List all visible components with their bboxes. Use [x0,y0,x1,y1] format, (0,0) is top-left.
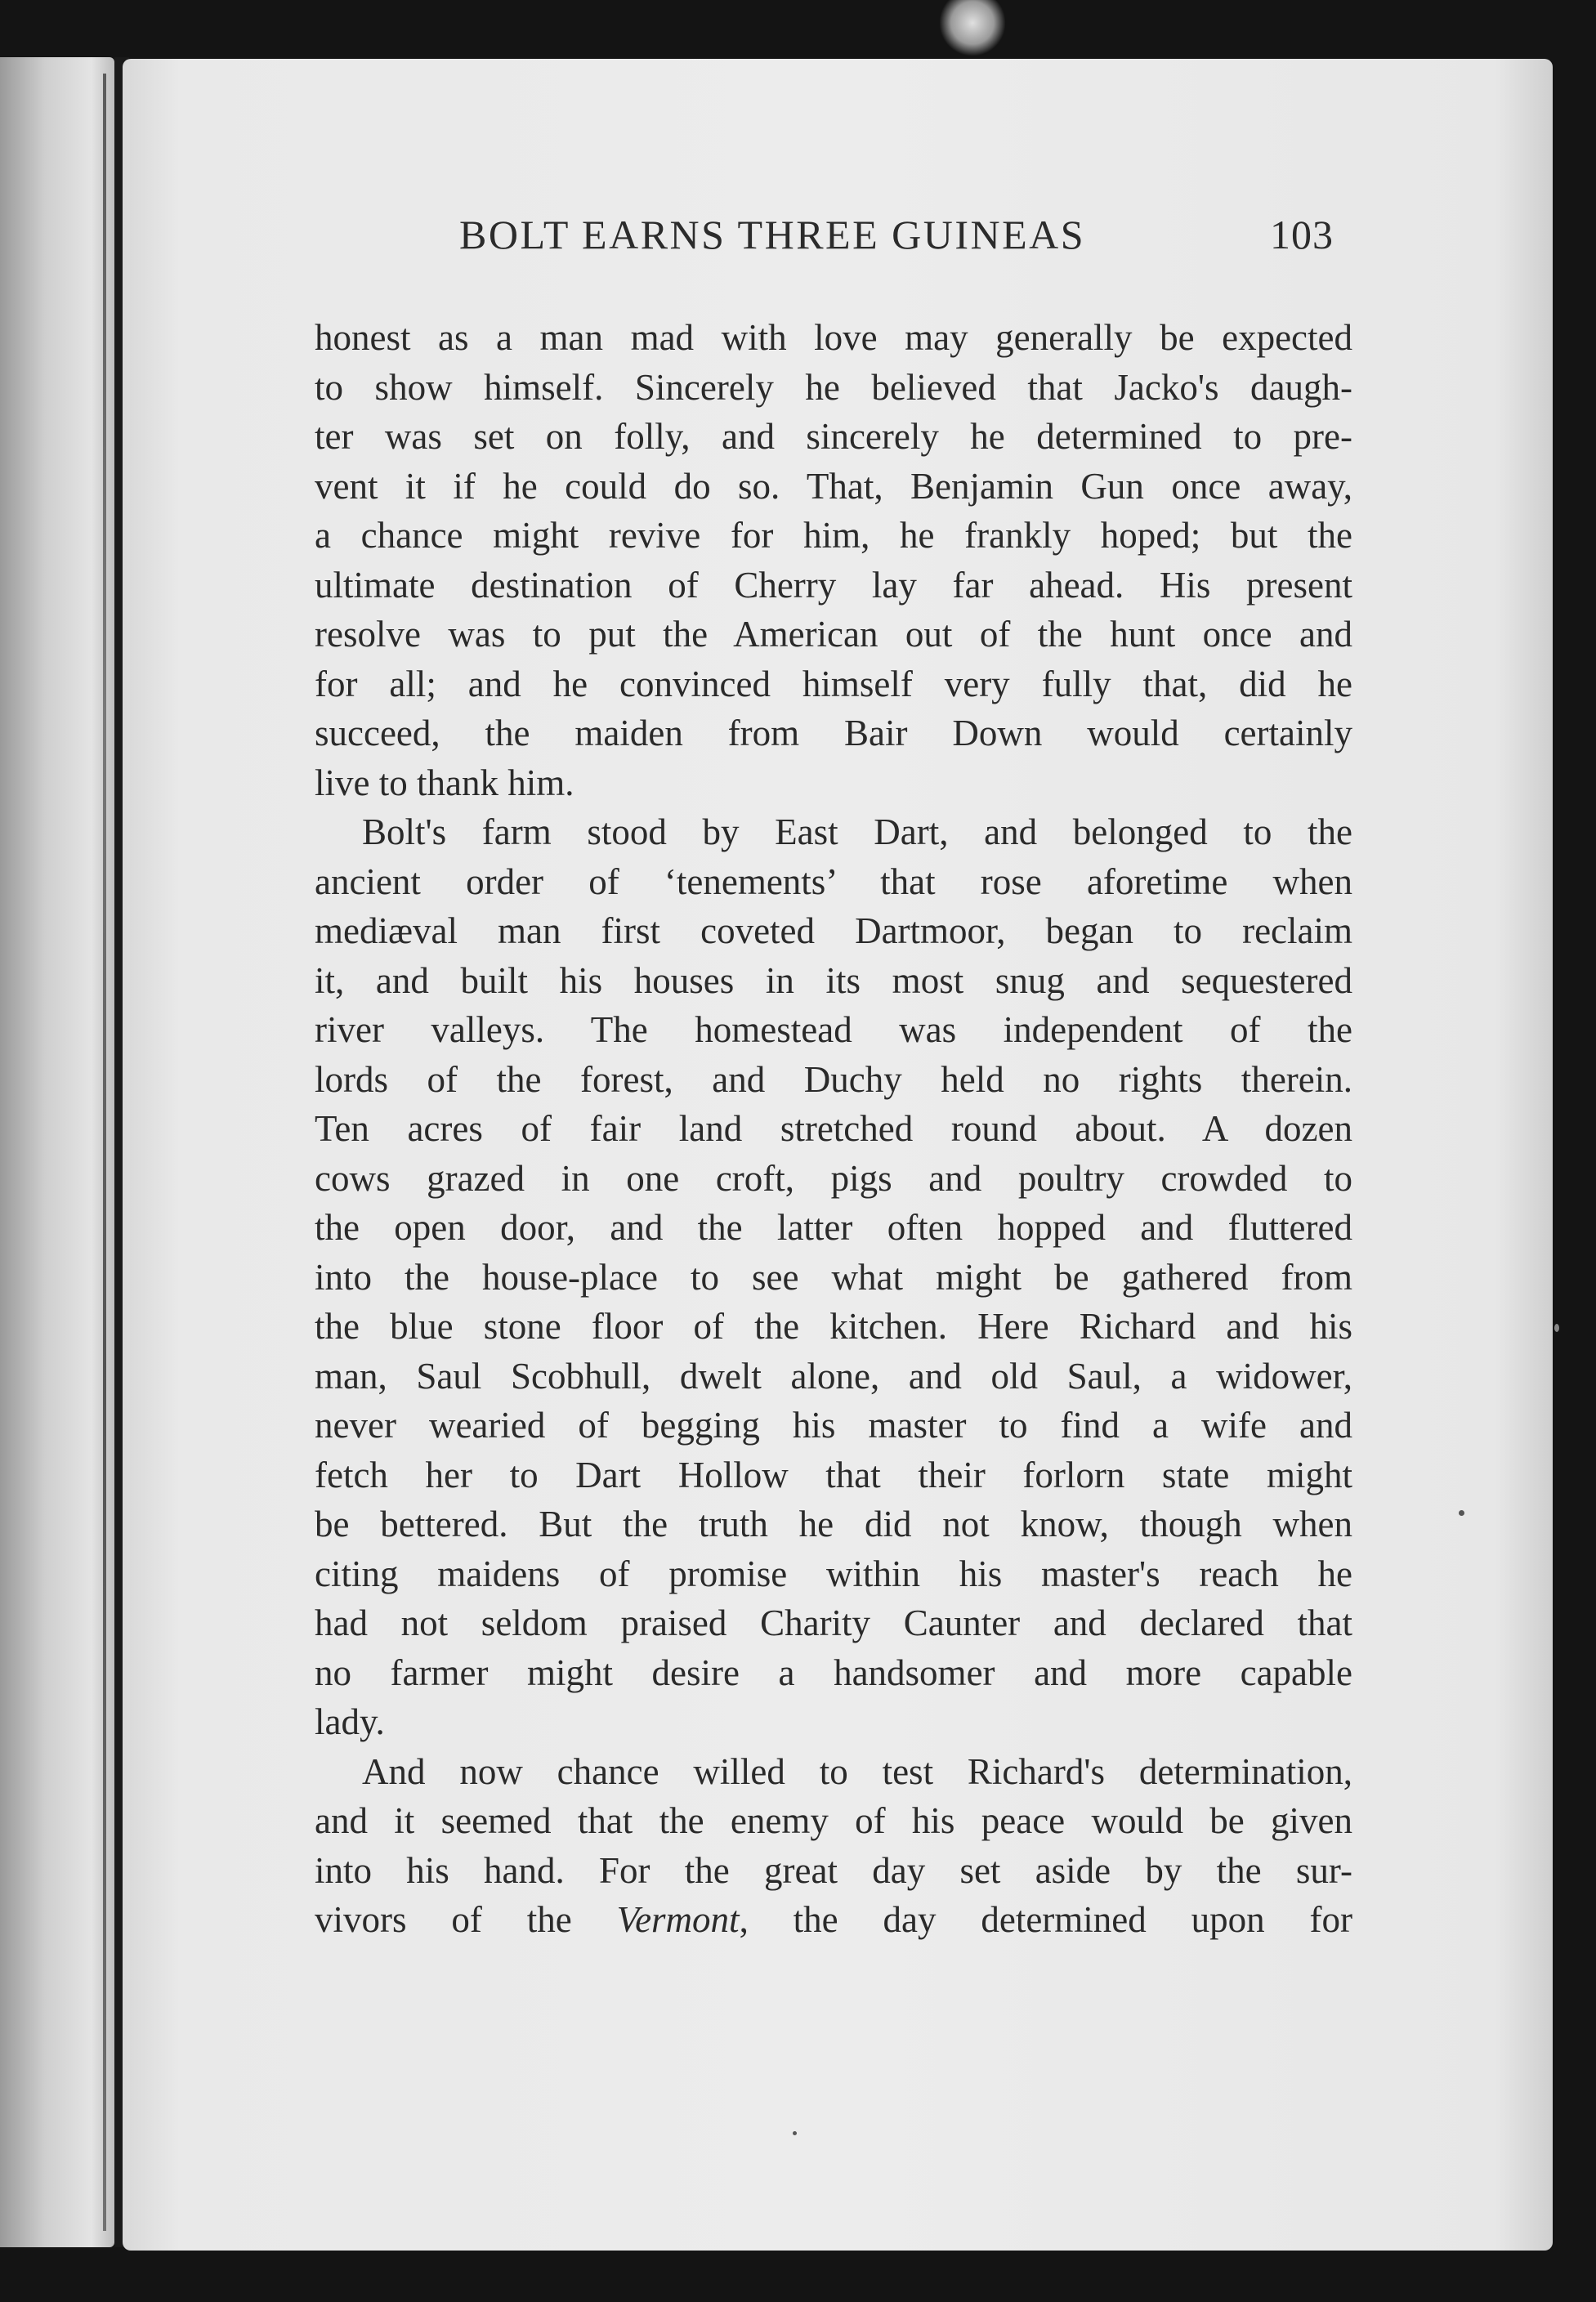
text-line: had not seldom praised Charity Caunter and declared that [315,1602,1352,1643]
scan-speck [1459,1510,1464,1516]
text-line: the blue stone floor of the kitchen. Here Richard and his [315,1306,1352,1347]
text-line: live to thank him. [315,762,574,803]
text-line: no farmer might desire a handsomer and more capable [315,1652,1352,1693]
scan-speck [793,2131,797,2135]
page-number: 103 [1270,212,1334,257]
text-line: resolve was to put the American out of the hunt once and [315,614,1352,655]
text-line: fetch her to Dart Hollow that their forlorn state might [315,1454,1352,1495]
text-line: ultimate destination of Cherry lay far ahead. His present [315,564,1352,606]
text-line: Bolt's farm stood by East Dart, and belonged to the [362,811,1352,852]
text-line: lords of the forest, and Duchy held no rights therein. [315,1058,1352,1100]
text-line: ter was set on folly, and sincerely he determined to pre- [315,416,1352,457]
text-line: citing maidens of promise within his master's reach he [315,1553,1352,1594]
running-header [459,211,1334,268]
text-line: vent it if he could do so. That, Benjamin Gun once away, [315,465,1352,507]
paragraph [315,807,1352,1747]
text-line: into the house-place to see what might be gathered from [315,1256,1352,1298]
text-line: the open door, and the latter often hopped and fluttered [315,1207,1352,1248]
paragraph [315,1747,1352,1945]
text-line: river valleys. The homestead was independent of the [315,1009,1352,1050]
text-line: for all; and he convinced himself very fully that, did he [315,663,1352,704]
binding-clip [940,0,1005,57]
text-line: And now chance willed to test Richard's determination, [362,1750,1352,1792]
text-line: into his hand. For the great day set aside by the sur- [315,1849,1352,1891]
text-line: lady. [315,1701,385,1742]
facing-page-shadow [103,74,106,2231]
paragraph [315,313,1352,807]
body-text [315,313,1352,1945]
text-line: and it seemed that the enemy of his peace would be given [315,1800,1352,1841]
running-title: BOLT EARNS THREE GUINEAS [459,212,1086,257]
facing-page-edge [0,57,114,2247]
text-line: succeed, the maiden from Bair Down would certainly [315,713,1352,753]
scan-speck [1554,1324,1559,1332]
text-line: ancient order of ‘tenements’ that rose aforetime when [315,860,1352,902]
text-line: it, and built his houses in its most snug and sequestered [315,959,1352,1001]
text-line: be bettered. But the truth he did not know, though when [315,1504,1352,1544]
text-line: mediæval man first coveted Dartmoor, began to reclaim [315,910,1352,951]
text-line: to show himself. Sincerely he believed that Jacko's daugh- [315,366,1352,408]
italic-ship-name: Vermont [616,1899,740,1940]
text-segment: vivors of the [315,1899,617,1940]
text-line-with-italic [315,1895,1352,1945]
text-line: never wearied of begging his master to find a wife and [315,1405,1352,1446]
text-line: honest as a man mad with love may generally be expected [315,317,1352,358]
text-line: a chance might revive for him, he frankly hoped; but the [315,515,1352,556]
text-line: man, Saul Scobhull, dwelt alone, and old Saul, a widower, [315,1355,1352,1397]
text-line: Ten acres of fair land stretched round about. A dozen [315,1108,1352,1149]
text-segment: , the day determined upon for [739,1899,1352,1940]
text-line: cows grazed in one croft, pigs and poultry crowded to [315,1157,1352,1199]
